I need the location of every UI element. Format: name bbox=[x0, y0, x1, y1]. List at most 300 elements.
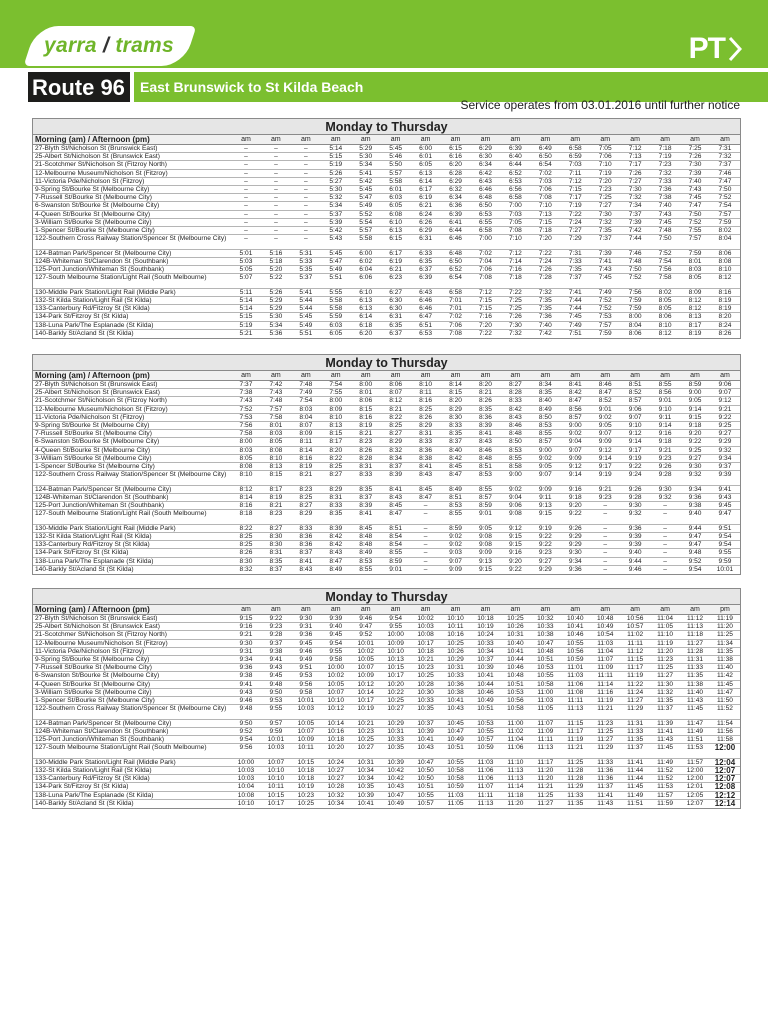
time-cell: 9:23 bbox=[538, 549, 552, 557]
time-cell: 5:29 bbox=[269, 297, 283, 304]
time-cell: 5:45 bbox=[389, 145, 403, 152]
time-cell: 10:44 bbox=[507, 655, 524, 663]
time-cell: 12:14 bbox=[714, 798, 736, 808]
time-cell: 8:13 bbox=[688, 313, 702, 321]
time-cell: 7:12 bbox=[628, 145, 642, 152]
stop-name: 132-St Kilda Station/Light Rail (St Kilda) bbox=[35, 767, 152, 774]
time-cell: 7:18 bbox=[538, 226, 552, 234]
time-cell: 9:22 bbox=[718, 413, 732, 421]
time-cell: 8:31 bbox=[329, 493, 343, 501]
time-cell: 9:41 bbox=[239, 680, 253, 688]
time-cell: 9:16 bbox=[658, 430, 672, 438]
time-cell: 9:19 bbox=[628, 454, 642, 462]
time-cell: 8:47 bbox=[598, 389, 612, 397]
time-cell: 5:34 bbox=[329, 202, 343, 210]
time-cell: 7:39 bbox=[628, 218, 642, 226]
time-cell: 9:32 bbox=[628, 510, 642, 518]
time-cell: 9:16 bbox=[568, 485, 582, 493]
ampm-cell: am bbox=[390, 372, 401, 379]
stop-name: 134-Park St/Fitzroy St (St Kilda) bbox=[35, 549, 129, 557]
time-cell: 9:59 bbox=[718, 557, 732, 565]
time-cell: 6:21 bbox=[419, 202, 433, 210]
time-cell: 9:09 bbox=[449, 565, 462, 573]
table-row bbox=[33, 549, 740, 557]
time-cell: 9:06 bbox=[628, 405, 642, 413]
time-cell: 6:30 bbox=[389, 297, 403, 304]
time-cell: 11:04 bbox=[507, 736, 524, 744]
time-cell: 8:57 bbox=[568, 413, 582, 421]
time-cell: 9:09 bbox=[479, 549, 492, 557]
time-cell: 10:27 bbox=[327, 767, 345, 774]
time-cell: 11:43 bbox=[597, 799, 614, 807]
time-cell: 7:57 bbox=[598, 321, 612, 329]
time-cell: 8:08 bbox=[718, 257, 732, 265]
time-cell: 9:52 bbox=[359, 631, 373, 639]
time-cell: 5:58 bbox=[329, 297, 343, 304]
time-cell: 6:19 bbox=[389, 257, 403, 265]
time-cell: 7:01 bbox=[449, 297, 462, 304]
stop-name: 25-Albert St/Nicholson St (Brunswick East) bbox=[35, 389, 160, 397]
time-cell: 9:01 bbox=[389, 565, 403, 573]
time-cell: 8:24 bbox=[718, 321, 732, 329]
time-cell: 7:00 bbox=[479, 235, 492, 243]
time-cell: 7:06 bbox=[479, 266, 492, 274]
time-cell: 10:45 bbox=[447, 719, 464, 727]
ampm-cell: am bbox=[510, 372, 521, 379]
time-cell: 9:19 bbox=[598, 471, 612, 479]
time-cell: 11:31 bbox=[687, 655, 704, 663]
time-cell: 9:55 bbox=[329, 647, 343, 655]
time-cell: 10:44 bbox=[477, 680, 494, 688]
time-cell: 7:43 bbox=[658, 210, 672, 218]
ampm-cell: am bbox=[360, 372, 371, 379]
table-row bbox=[33, 397, 740, 405]
time-cell: 8:12 bbox=[688, 297, 702, 304]
time-cell: 10:33 bbox=[417, 696, 434, 704]
time-cell: 8:30 bbox=[269, 541, 283, 549]
time-cell: 9:44 bbox=[688, 524, 702, 532]
time-cell: 11:30 bbox=[657, 680, 674, 688]
time-cell: 8:29 bbox=[389, 438, 403, 446]
time-cell: 7:36 bbox=[538, 313, 552, 321]
time-cell: 8:39 bbox=[389, 471, 403, 479]
time-cell: 11:36 bbox=[597, 775, 614, 783]
ampm-cell: am bbox=[660, 136, 670, 143]
time-cell: 5:26 bbox=[329, 169, 343, 177]
table-row bbox=[33, 697, 740, 705]
time-cell: 6:49 bbox=[538, 145, 552, 152]
time-cell: 8:19 bbox=[299, 462, 313, 470]
stop-name: 134-Park St/Fitzroy St (St Kilda) bbox=[35, 313, 129, 321]
time-cell: 11:03 bbox=[597, 639, 614, 647]
time-cell: 7:57 bbox=[269, 405, 283, 413]
time-cell: 11:53 bbox=[657, 783, 674, 791]
table-row bbox=[33, 759, 740, 767]
time-cell: 8:21 bbox=[479, 389, 492, 397]
time-cell: 11:13 bbox=[537, 744, 554, 752]
time-cell: 10:34 bbox=[357, 767, 374, 774]
time-cell: 9:18 bbox=[688, 421, 702, 429]
time-cell: 7:48 bbox=[269, 397, 283, 405]
time-cell: 6:54 bbox=[538, 161, 552, 169]
time-cell: 10:10 bbox=[327, 696, 345, 704]
time-cell: 6:29 bbox=[479, 145, 492, 152]
time-cell: 9:31 bbox=[299, 623, 313, 631]
time-cell: 7:56 bbox=[658, 266, 672, 274]
time-cell: 7:29 bbox=[568, 235, 582, 243]
ampm-cell: am bbox=[570, 606, 581, 613]
time-cell: 5:21 bbox=[239, 329, 253, 337]
time-cell: 6:05 bbox=[389, 202, 403, 210]
stop-name: 127-South Melbourne Station/Light Rail (South Melbourne) bbox=[35, 274, 207, 282]
table-row bbox=[33, 510, 740, 525]
time-cell: 11:45 bbox=[627, 783, 644, 791]
time-cell: 5:41 bbox=[299, 288, 313, 296]
time-cell: 11:13 bbox=[687, 623, 704, 631]
time-cell: 7:17 bbox=[628, 161, 642, 169]
time-cell: 11:01 bbox=[567, 664, 584, 672]
pt-logo bbox=[689, 34, 742, 64]
time-cell: 5:03 bbox=[239, 257, 253, 265]
time-cell: 7:28 bbox=[538, 274, 552, 282]
time-cell: 7:32 bbox=[508, 329, 522, 337]
table-row bbox=[33, 471, 740, 486]
table-row bbox=[33, 800, 740, 808]
time-cell: 9:58 bbox=[329, 655, 343, 663]
time-cell: 9:54 bbox=[718, 533, 732, 540]
table-row bbox=[33, 297, 740, 305]
time-cell: 9:22 bbox=[568, 510, 582, 518]
time-cell: 9:32 bbox=[718, 446, 732, 454]
time-cell: 8:47 bbox=[568, 397, 582, 405]
time-cell: 5:33 bbox=[299, 257, 313, 265]
time-cell: 7:37 bbox=[568, 274, 582, 282]
time-cell: 12:04 bbox=[714, 757, 736, 767]
time-cell: 11:02 bbox=[627, 631, 644, 639]
time-cell: 10:11 bbox=[267, 783, 284, 791]
time-cell: – bbox=[244, 210, 248, 218]
time-cell: 10:49 bbox=[387, 799, 404, 807]
time-cell: 8:35 bbox=[538, 389, 552, 397]
time-cell: 7:10 bbox=[508, 235, 522, 243]
stop-name: 130-Middle Park Station/Light Rail (Middle Park) bbox=[35, 524, 176, 532]
time-cell: 9:20 bbox=[508, 557, 522, 565]
time-cell: 11:20 bbox=[537, 767, 554, 774]
time-cell: 9:51 bbox=[718, 524, 732, 532]
time-cell: 11:25 bbox=[567, 758, 584, 766]
time-cell: 10:51 bbox=[477, 705, 494, 713]
time-cell: 11:25 bbox=[657, 664, 674, 672]
time-cell: 10:29 bbox=[447, 655, 464, 663]
time-cell: 9:34 bbox=[568, 557, 582, 565]
time-cell: 10:31 bbox=[357, 758, 374, 766]
time-cell: 7:32 bbox=[658, 169, 672, 177]
time-cell: – bbox=[274, 145, 278, 152]
time-cell: 10:29 bbox=[387, 719, 404, 727]
time-cell: 8:55 bbox=[538, 430, 552, 438]
time-cell: – bbox=[603, 557, 608, 565]
time-cell: 9:05 bbox=[479, 524, 492, 532]
time-cell: 10:17 bbox=[387, 672, 404, 680]
time-cell: 6:58 bbox=[568, 145, 582, 152]
time-cell: 7:26 bbox=[508, 313, 522, 321]
ampm-cell: am bbox=[271, 372, 281, 379]
time-cell: 6:43 bbox=[479, 177, 492, 185]
time-cell: 7:22 bbox=[508, 288, 522, 296]
time-cell: 10:15 bbox=[297, 758, 315, 766]
ampm-cell: am bbox=[450, 136, 461, 143]
time-cell: 6:33 bbox=[419, 249, 433, 257]
time-cell: 8:08 bbox=[239, 462, 253, 470]
time-cell: 10:02 bbox=[327, 672, 345, 680]
time-cell: 11:33 bbox=[597, 758, 614, 766]
time-cell: 7:31 bbox=[568, 249, 582, 257]
time-cell: 10:55 bbox=[447, 758, 464, 766]
time-cell: 10:21 bbox=[357, 719, 374, 727]
time-cell: 9:30 bbox=[568, 549, 582, 557]
table-row bbox=[33, 211, 740, 219]
time-cell: 11:11 bbox=[627, 639, 643, 647]
time-cell: 6:39 bbox=[419, 274, 433, 282]
time-cell: 5:34 bbox=[269, 321, 283, 329]
time-cell: 10:03 bbox=[237, 775, 255, 783]
time-cell: 6:59 bbox=[568, 153, 582, 161]
time-cell: 9:10 bbox=[658, 405, 672, 413]
time-cell: 6:13 bbox=[389, 226, 403, 234]
time-cell: 6:44 bbox=[508, 161, 522, 169]
time-cell: – bbox=[244, 226, 248, 234]
time-cell: – bbox=[603, 565, 608, 573]
time-cell: 6:46 bbox=[419, 305, 433, 313]
time-cell: 7:20 bbox=[598, 177, 612, 185]
time-cell: 9:31 bbox=[239, 647, 253, 655]
time-cell: – bbox=[274, 153, 278, 161]
time-cell: 8:28 bbox=[508, 389, 522, 397]
time-cell: 10:48 bbox=[507, 672, 524, 680]
time-cell: 8:09 bbox=[329, 405, 343, 413]
time-cell: 7:50 bbox=[628, 266, 642, 274]
time-cell: 9:48 bbox=[239, 705, 253, 713]
time-cell: 7:34 bbox=[628, 202, 642, 210]
time-cell: 8:20 bbox=[449, 397, 462, 405]
stop-name: 138-Luna Park/The Esplanade (St Kilda) bbox=[35, 321, 154, 329]
time-cell: 10:46 bbox=[507, 664, 524, 672]
time-cell: 8:37 bbox=[449, 438, 462, 446]
time-cell: 8:06 bbox=[658, 313, 672, 321]
time-cell: 9:59 bbox=[269, 727, 283, 735]
time-cell: 7:17 bbox=[568, 194, 582, 202]
time-cell: 5:26 bbox=[269, 288, 283, 296]
time-cell: 9:26 bbox=[568, 524, 582, 532]
ampm-cell: am bbox=[510, 136, 521, 143]
time-cell: – bbox=[244, 185, 248, 193]
time-cell: 10:34 bbox=[327, 799, 345, 807]
time-cell: 7:19 bbox=[568, 202, 582, 210]
time-cell: 11:33 bbox=[627, 727, 644, 735]
time-cell: 8:35 bbox=[269, 557, 283, 565]
time-cell: 9:44 bbox=[628, 557, 642, 565]
time-cell: 8:42 bbox=[568, 389, 582, 397]
time-cell: 8:00 bbox=[359, 381, 373, 388]
time-cell: 9:46 bbox=[239, 696, 253, 704]
time-cell: 11:57 bbox=[687, 758, 704, 766]
time-cell: 9:52 bbox=[688, 557, 702, 565]
time-cell: 7:49 bbox=[598, 288, 612, 296]
time-cell: 8:33 bbox=[508, 397, 522, 405]
time-cell: 7:31 bbox=[718, 145, 732, 152]
time-cell: 9:47 bbox=[688, 541, 702, 549]
table-row bbox=[33, 631, 740, 639]
table-row bbox=[33, 186, 740, 194]
time-cell: 6:21 bbox=[389, 266, 403, 274]
time-cell: 10:33 bbox=[477, 639, 494, 647]
time-cell: 11:13 bbox=[507, 775, 524, 783]
table-row bbox=[33, 486, 740, 494]
time-cell: 9:02 bbox=[449, 541, 462, 549]
time-cell: 7:58 bbox=[269, 413, 283, 421]
time-cell: 11:06 bbox=[477, 775, 494, 783]
time-cell: 6:04 bbox=[359, 266, 373, 274]
time-cell: 10:53 bbox=[537, 664, 554, 672]
time-cell: 8:04 bbox=[718, 235, 732, 243]
time-cell: 7:46 bbox=[718, 169, 732, 177]
time-cell: 5:45 bbox=[359, 185, 373, 193]
time-cell: 11:09 bbox=[597, 664, 614, 672]
time-cell: 9:21 bbox=[658, 446, 672, 454]
time-cell: 8:13 bbox=[329, 421, 343, 429]
time-cell: 8:22 bbox=[239, 524, 253, 532]
time-cell: 8:05 bbox=[658, 297, 672, 304]
time-cell: 7:03 bbox=[508, 210, 522, 218]
table-row bbox=[33, 640, 740, 648]
time-cell: 5:54 bbox=[359, 218, 373, 226]
time-cell: 6:02 bbox=[359, 257, 373, 265]
time-cell: 6:00 bbox=[359, 249, 373, 257]
time-cell: 11:25 bbox=[537, 791, 554, 799]
time-cell: 8:55 bbox=[658, 381, 672, 388]
time-cell: 8:11 bbox=[419, 389, 432, 397]
time-cell: 8:53 bbox=[359, 557, 373, 565]
table-row bbox=[33, 720, 740, 728]
time-cell: 7:08 bbox=[449, 329, 462, 337]
time-cell: 7:16 bbox=[508, 266, 522, 274]
time-cell: 10:50 bbox=[417, 775, 434, 783]
time-cell: – bbox=[274, 169, 278, 177]
time-cell: 6:08 bbox=[389, 210, 403, 218]
time-cell: 10:10 bbox=[267, 767, 285, 774]
time-cell: 7:33 bbox=[568, 257, 582, 265]
stop-name: 11-Victoria Pde/Nicholson St (Fitzroy) bbox=[35, 177, 145, 185]
time-cell: 10:23 bbox=[357, 727, 374, 735]
time-cell: – bbox=[244, 177, 248, 185]
time-cell: 7:42 bbox=[628, 226, 642, 234]
time-cell: 5:52 bbox=[359, 210, 373, 218]
time-cell: 9:12 bbox=[718, 397, 732, 405]
time-cell: 6:50 bbox=[538, 153, 552, 161]
time-cell: 6:10 bbox=[359, 288, 373, 296]
time-cell: 8:25 bbox=[329, 462, 343, 470]
time-cell: 8:01 bbox=[359, 389, 373, 397]
time-cell: 6:35 bbox=[419, 257, 433, 265]
time-cell: 7:54 bbox=[299, 397, 313, 405]
time-cell: – bbox=[423, 533, 428, 540]
time-cell: – bbox=[603, 524, 608, 532]
time-cell: 8:14 bbox=[299, 446, 313, 454]
time-cell: 11:56 bbox=[716, 727, 733, 735]
time-cell: 6:53 bbox=[508, 177, 522, 185]
time-cell: 7:36 bbox=[658, 185, 672, 193]
time-cell: 8:22 bbox=[329, 454, 343, 462]
time-cell: 12:12 bbox=[714, 790, 736, 800]
time-cell: 11:53 bbox=[687, 744, 704, 752]
ampm-cell: am bbox=[480, 136, 491, 143]
time-cell: 6:15 bbox=[449, 145, 462, 152]
time-cell: 9:32 bbox=[658, 493, 672, 501]
time-cell: 8:17 bbox=[329, 438, 343, 446]
time-cell: 8:32 bbox=[239, 565, 253, 573]
time-cell: 5:32 bbox=[329, 194, 343, 202]
time-cell: 7:13 bbox=[538, 210, 552, 218]
time-cell: 5:55 bbox=[329, 288, 343, 296]
time-cell: 8:00 bbox=[239, 438, 253, 446]
time-cell: 8:07 bbox=[299, 421, 313, 429]
time-cell: 10:55 bbox=[537, 672, 554, 680]
time-cell: 11:13 bbox=[567, 705, 584, 713]
time-cell: 10:14 bbox=[357, 688, 374, 696]
time-cell: 10:56 bbox=[507, 696, 524, 704]
time-cell: 10:07 bbox=[327, 688, 345, 696]
time-cell: 10:18 bbox=[417, 647, 434, 655]
time-cell: 8:20 bbox=[479, 381, 492, 388]
time-cell: 8:59 bbox=[449, 524, 462, 532]
time-cell: 7:14 bbox=[508, 257, 522, 265]
table-row bbox=[33, 258, 740, 266]
stop-name: 6-Swanston St/Bourke St (Melbourne City) bbox=[35, 438, 160, 446]
time-cell: – bbox=[663, 510, 667, 518]
time-cell: 10:47 bbox=[537, 639, 554, 647]
time-cell: 9:08 bbox=[479, 533, 492, 540]
time-cell: 5:30 bbox=[329, 185, 343, 193]
time-cell: 12:07 bbox=[714, 774, 736, 784]
time-cell: 10:03 bbox=[267, 744, 285, 752]
time-cell: 5:05 bbox=[239, 266, 253, 274]
time-cell: 11:27 bbox=[657, 672, 674, 680]
time-cell: 10:49 bbox=[596, 623, 614, 631]
time-cell: 8:45 bbox=[359, 524, 373, 532]
ampm-cell: am bbox=[300, 372, 311, 379]
time-cell: 6:05 bbox=[419, 161, 433, 169]
stop-name: 130-Middle Park Station/Light Rail (Middle Park) bbox=[35, 758, 176, 766]
time-cell: 9:07 bbox=[598, 430, 612, 438]
time-cell: 8:42 bbox=[329, 533, 343, 540]
time-cell: 9:07 bbox=[568, 446, 582, 454]
time-cell: 9:27 bbox=[538, 557, 552, 565]
time-cell: 8:16 bbox=[419, 397, 433, 405]
time-cell: 8:05 bbox=[269, 438, 283, 446]
time-cell: 9:47 bbox=[718, 510, 732, 518]
stop-name: 21-Scotchmer St/Nicholson St (Fitzroy North) bbox=[35, 631, 167, 639]
ampm-cell: am bbox=[390, 136, 401, 143]
time-cell: 11:05 bbox=[447, 799, 464, 807]
time-cell: 11:27 bbox=[597, 736, 614, 744]
time-cell: 9:12 bbox=[568, 462, 582, 470]
time-cell: 10:13 bbox=[387, 655, 404, 663]
time-cell: 8:09 bbox=[299, 430, 313, 438]
time-cell: 9:39 bbox=[628, 533, 642, 540]
time-cell: 9:36 bbox=[568, 565, 582, 573]
time-cell: 8:35 bbox=[449, 430, 462, 438]
time-cell: – bbox=[244, 235, 248, 243]
